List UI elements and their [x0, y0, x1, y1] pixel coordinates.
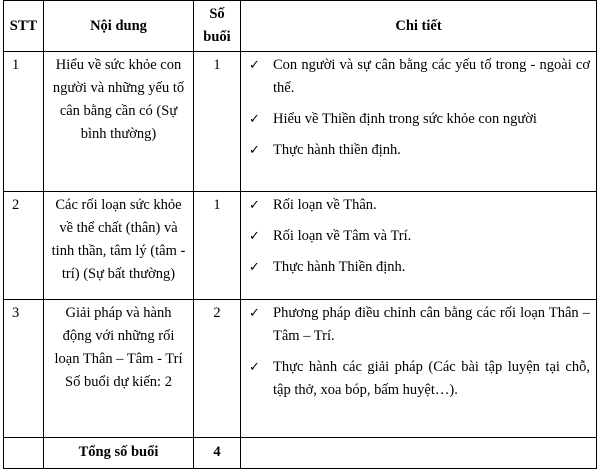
- header-sessions: Số buổi: [194, 1, 241, 52]
- total-details-empty: [241, 438, 597, 469]
- check-icon: ✓: [249, 306, 260, 321]
- row-sessions: 1: [194, 52, 241, 192]
- header-content: Nội dung: [44, 1, 194, 52]
- detail-item: ✓ Phương pháp điều chỉnh cân bằng các rối loạn Thân – Tâm – Trí.: [247, 302, 590, 348]
- check-icon: ✓: [249, 58, 260, 73]
- check-icon: ✓: [249, 260, 260, 275]
- row-sessions: 2: [194, 300, 241, 438]
- detail-item: ✓ Rối loạn về Tâm và Trí.: [247, 225, 590, 248]
- total-value: 4: [194, 438, 241, 469]
- header-row: [4, 1, 597, 52]
- detail-item: ✓ Rối loạn về Thân.: [247, 194, 590, 217]
- row-details: [241, 300, 597, 438]
- row-sessions: 1: [194, 192, 241, 300]
- header-details: Chi tiết: [241, 1, 597, 52]
- table-row: [4, 52, 597, 192]
- table-row: [4, 300, 597, 438]
- total-empty-cell: [4, 438, 44, 469]
- header-stt: STT: [4, 1, 44, 52]
- detail-item: ✓ Thực hành Thiền định.: [247, 256, 590, 279]
- detail-item: ✓ Thực hành thiền định.: [247, 139, 590, 162]
- detail-item: ✓ Hiểu về Thiền định trong sức khỏe con người: [247, 108, 590, 131]
- row-stt: 1: [4, 52, 44, 192]
- total-label: Tổng số buổi: [44, 438, 194, 469]
- row-details: [241, 192, 597, 300]
- total-row: [4, 438, 597, 469]
- row-content: Các rối loạn sức khỏe về thể chất (thân) và tinh thần, tâm lý (tâm - trí) (Sự bất thường): [44, 192, 194, 300]
- check-icon: ✓: [249, 229, 260, 244]
- check-icon: ✓: [249, 143, 260, 158]
- row-content: Hiểu về sức khỏe con người và những yếu tố cân bằng cần có (Sự bình thường): [44, 52, 194, 192]
- check-icon: ✓: [249, 198, 260, 213]
- detail-item: ✓ Thực hành các giải pháp (Các bài tập luyện tại chỗ, tập thở, xoa bóp, bấm huyệt…).: [247, 356, 590, 402]
- row-stt: 3: [4, 300, 44, 438]
- check-icon: ✓: [249, 112, 260, 127]
- table-row: [4, 192, 597, 300]
- row-details: [241, 52, 597, 192]
- curriculum-table: [3, 0, 597, 469]
- row-content: Giải pháp và hành động với những rối loạn Thân – Tâm - Trí Số buổi dự kiến: 2: [44, 300, 194, 438]
- check-icon: ✓: [249, 360, 260, 375]
- detail-item: ✓ Con người và sự cân bằng các yếu tố trong - ngoài cơ thể.: [247, 54, 590, 100]
- row-stt: 2: [4, 192, 44, 300]
